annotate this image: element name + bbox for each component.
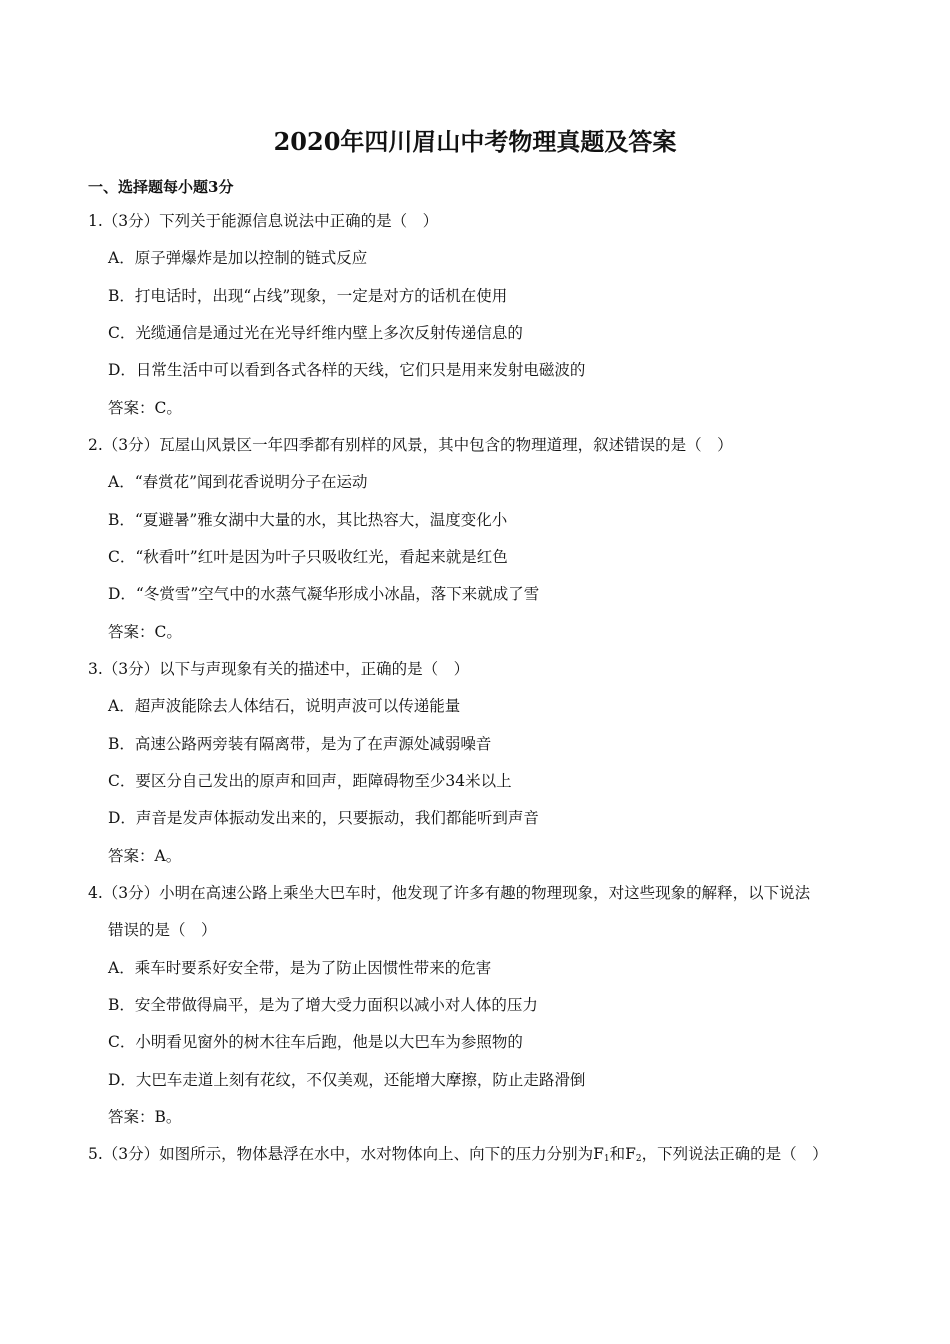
question-2-stem: 2.（3分）瓦屋山风景区一年四季都有别样的风景，其中包含的物理道理，叙述错误的是（ ） (88, 436, 733, 454)
question-5-stem-text-2: 和F (609, 1145, 636, 1163)
question-4-stem-continuation: 错误的是（ ） (108, 921, 217, 939)
question-3-stem: 3.（3分）以下与声现象有关的描述中，正确的是（ ） (88, 660, 470, 678)
subscript-1: 1 (603, 1154, 610, 1164)
question-4-option-a: A．乘车时要系好安全带，是为了防止因惯性带来的危害 (108, 959, 492, 977)
question-5-stem-text-3: ，下列说法正确的是（ ） (641, 1145, 828, 1163)
question-1-option-a: A．原子弹爆炸是加以控制的链式反应 (108, 249, 368, 267)
question-1-option-d: D．日常生活中可以看到各式各样的天线，它们只是用来发射电磁波的 (108, 361, 586, 379)
question-2-option-d: D．“冬赏雪”空气中的水蒸气凝华形成小冰晶，落下来就成了雪 (108, 585, 540, 603)
question-3-option-d: D．声音是发声体振动发出来的，只要振动，我们都能听到声音 (108, 809, 539, 827)
question-3-option-b: B．高速公路两旁装有隔离带，是为了在声源处减弱噪音 (108, 735, 492, 753)
question-5-stem-text-1: 5.（3分）如图所示，物体悬浮在水中，水对物体向上、向下的压力分别为F (88, 1145, 604, 1163)
question-1-option-b: B．打电话时，出现“占线”现象，一定是对方的话机在使用 (108, 287, 508, 305)
question-2-option-a: A．“春赏花”闻到花香说明分子在运动 (108, 473, 368, 491)
question-1-stem: 1.（3分）下列关于能源信息说法中正确的是（ ） (88, 212, 439, 230)
page-title: 2020年四川眉山中考物理真题及答案 (273, 127, 677, 156)
section-heading: 一、选择题每小题3分 (88, 178, 234, 196)
question-2-option-c: C．“秋看叶”红叶是因为叶子只吸收红光，看起来就是红色 (108, 548, 508, 566)
question-4-option-d: D．大巴车走道上刻有花纹，不仅美观，还能增大摩擦，防止走路滑倒 (108, 1071, 586, 1089)
question-2-option-b: B．“夏避暑”雅女湖中大量的水，其比热容大，温度变化小 (108, 511, 508, 529)
question-3-answer: 答案：A。 (108, 847, 182, 865)
question-3-option-a: A．超声波能除去人体结石，说明声波可以传递能量 (108, 697, 461, 715)
question-1-option-c: C．光缆通信是通过光在光导纤维内壁上多次反射传递信息的 (108, 324, 523, 342)
question-2-answer: 答案：C。 (108, 623, 182, 641)
question-4-stem: 4.（3分）小明在高速公路上乘坐大巴车时，他发现了许多有趣的物理现象，对这些现象的解释，以下说法 (88, 884, 811, 902)
subscript-2: 2 (635, 1154, 642, 1164)
question-3-option-c: C．要区分自己发出的原声和回声，距障碍物至少34米以上 (108, 772, 512, 790)
question-4-answer: 答案：B。 (108, 1108, 182, 1126)
question-4-option-c: C．小明看见窗外的树木往车后跑，他是以大巴车为参照物的 (108, 1033, 523, 1051)
question-1-answer: 答案：C。 (108, 399, 182, 417)
question-5-stem (88, 1144, 828, 1169)
question-4-option-b: B．安全带做得扁平，是为了增大受力面积以减小对人体的压力 (108, 996, 538, 1014)
